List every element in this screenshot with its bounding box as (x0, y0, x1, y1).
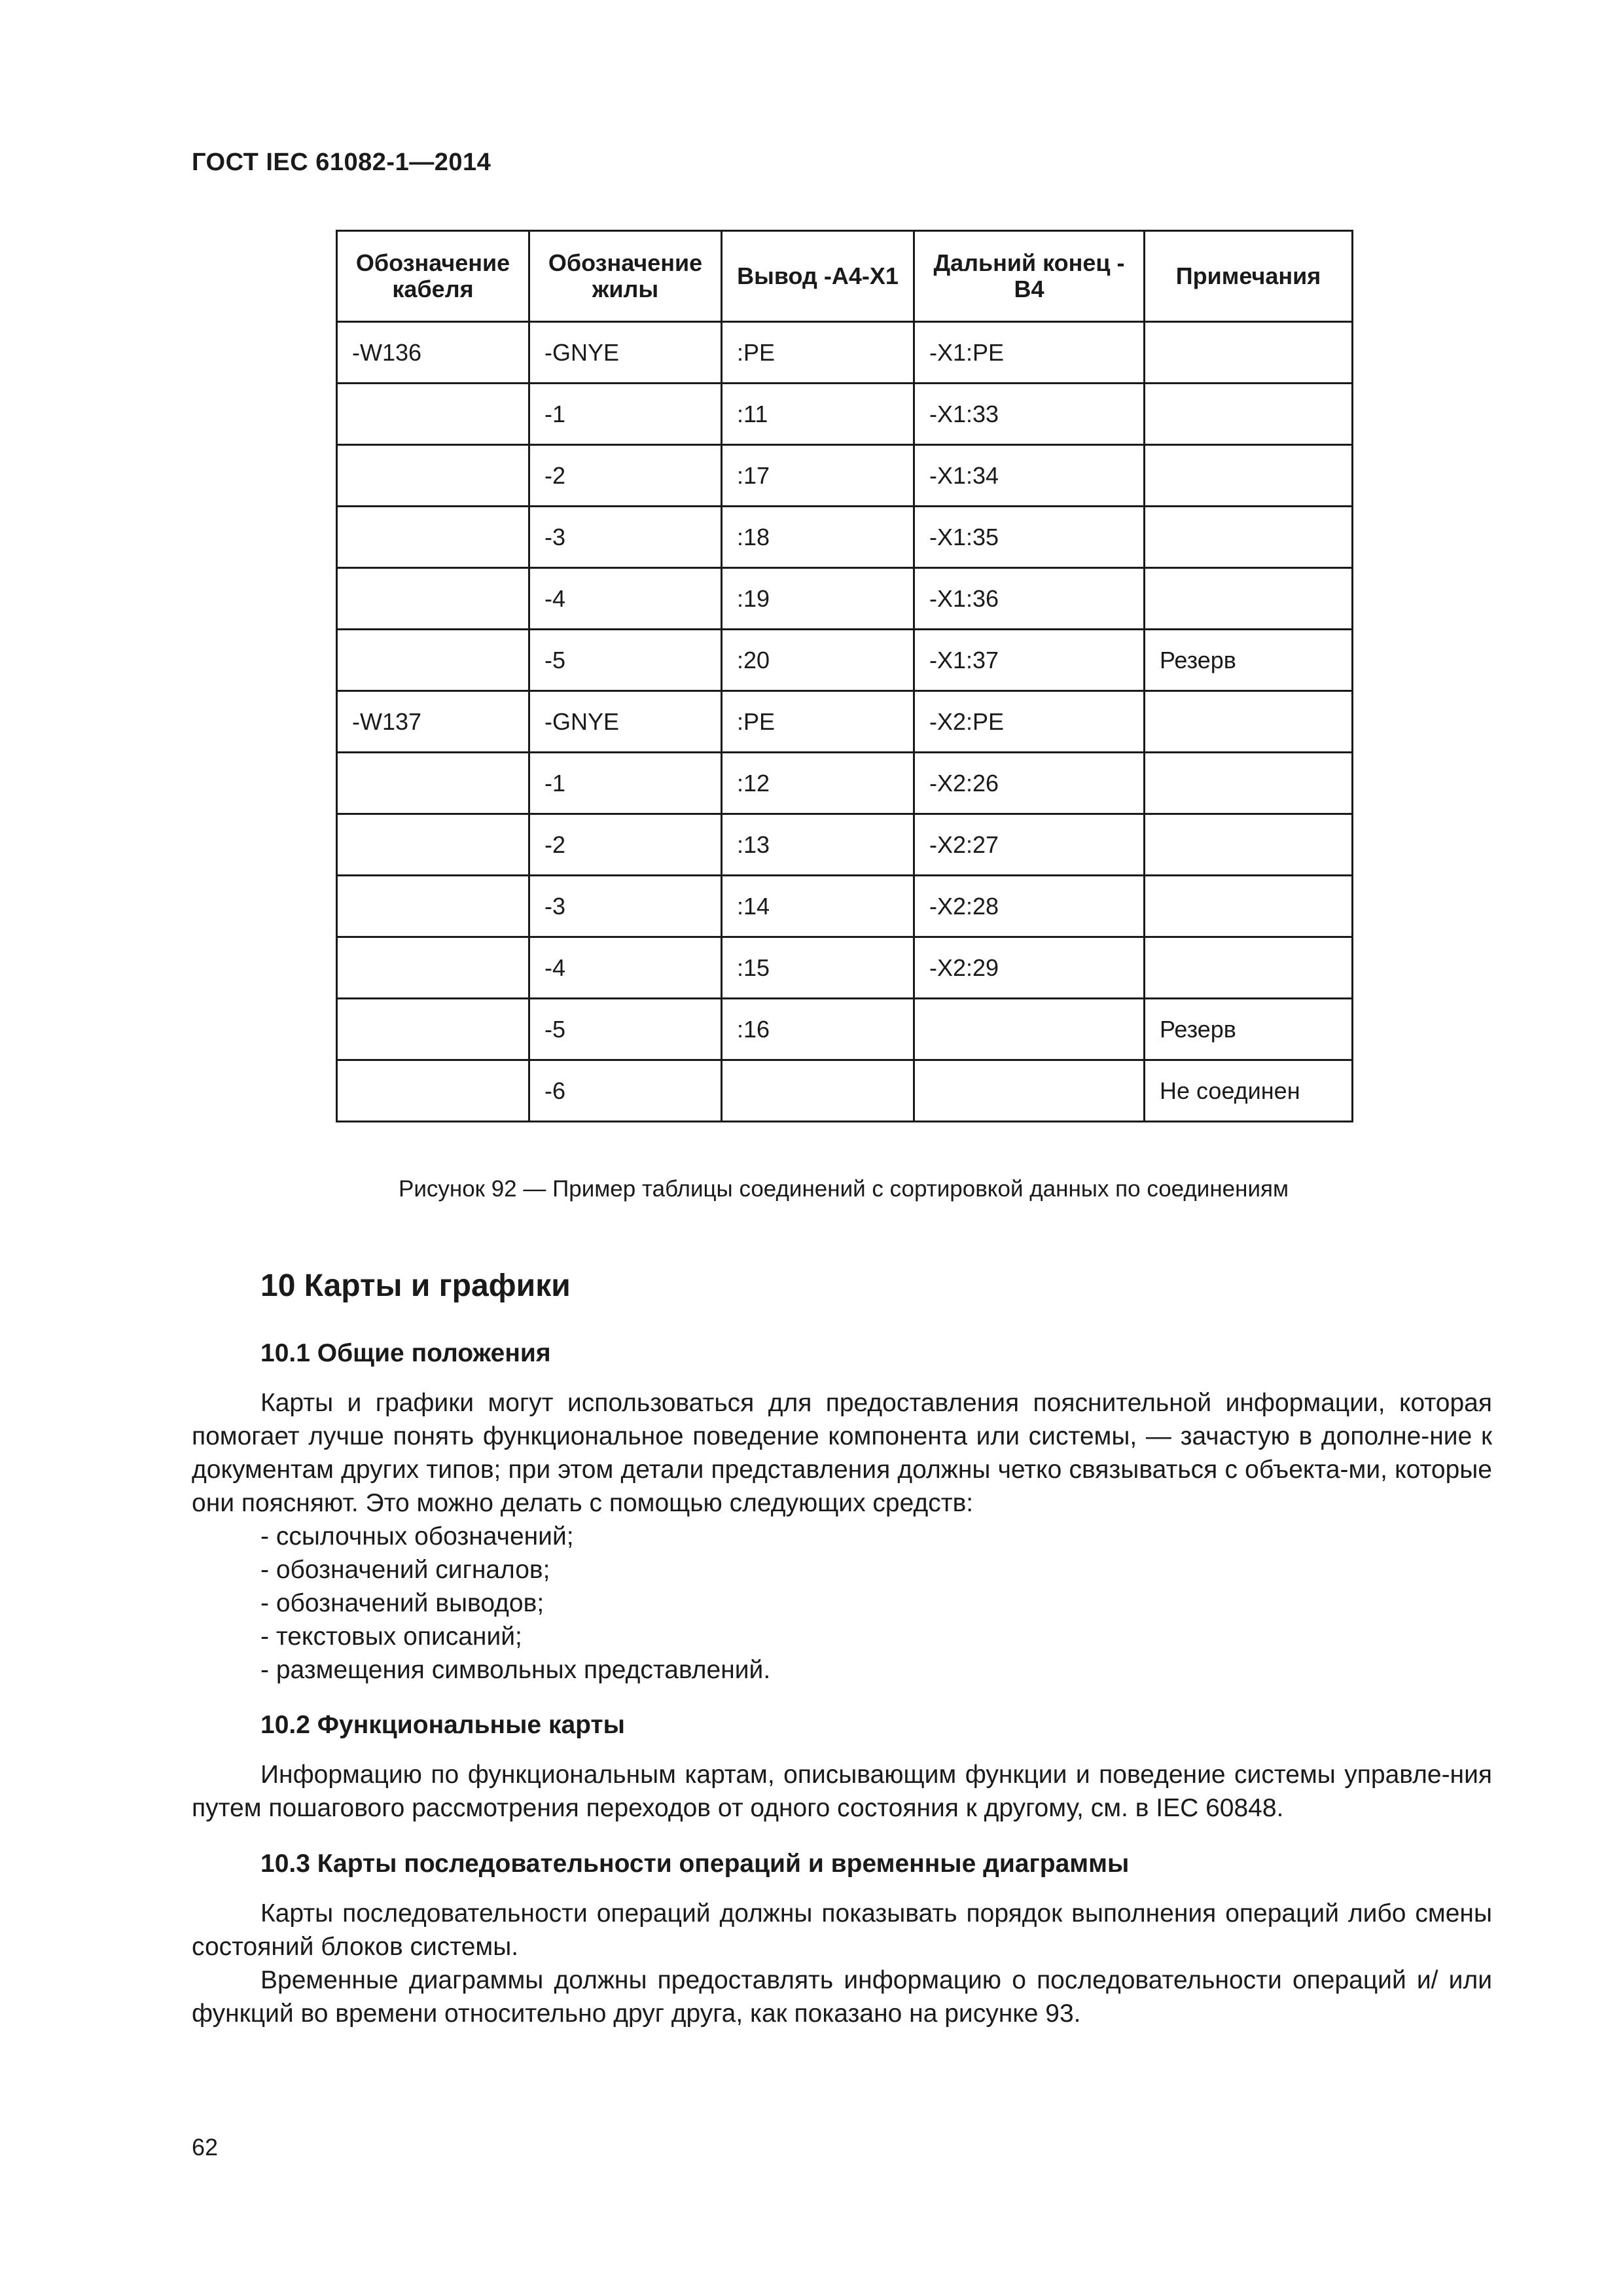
terminal-cell: :18 (722, 507, 914, 568)
core-cell: -3 (529, 876, 722, 937)
core-cell: -2 (529, 814, 722, 876)
subsection-title-10-1: 10.1 Общие положения (260, 1339, 551, 1367)
far-end-cell (914, 999, 1145, 1060)
core-cell: -2 (529, 445, 722, 507)
cable-cell: -W136 (337, 322, 529, 384)
paragraph-text: Карты последовательности операций должны показывать порядок выполнения операций либо смены состояний блоков системы. (192, 1899, 1492, 1961)
cable-cell: -W137 (337, 691, 529, 753)
table-row (337, 814, 1353, 876)
table-row (337, 507, 1353, 568)
terminal-cell (722, 1060, 914, 1122)
cable-cell (337, 568, 529, 630)
cable-cell (337, 445, 529, 507)
notes-cell: Не соединен (1145, 1060, 1353, 1122)
cable-cell (337, 1060, 529, 1122)
far-end-cell: -X2:29 (914, 937, 1145, 999)
paragraph-text: Временные диаграммы должны предоставлять информацию о последовательности операций и/ или функций во времени относительно друг друга, как показано на рисунке 93. (192, 1966, 1492, 2028)
table-row (337, 445, 1353, 507)
paragraph-10-3 (192, 1897, 1492, 2030)
table-row (337, 753, 1353, 814)
far-end-cell (914, 1060, 1145, 1122)
list-item: - ссылочных обозначений; (260, 1522, 574, 1551)
terminal-cell: :17 (722, 445, 914, 507)
terminal-cell: :PE (722, 691, 914, 753)
list-item: - текстовых описаний; (260, 1623, 522, 1651)
notes-cell (1145, 691, 1353, 753)
list-item: - размещения символьных представлений. (260, 1656, 771, 1684)
core-cell: -6 (529, 1060, 722, 1122)
table-row (337, 384, 1353, 445)
list-item: - обозначений выводов; (260, 1589, 544, 1617)
core-cell: -4 (529, 937, 722, 999)
cable-cell (337, 937, 529, 999)
cable-cell (337, 876, 529, 937)
far-end-cell: -X1:PE (914, 322, 1145, 384)
cable-cell (337, 507, 529, 568)
column-header-cable: Обозначение кабеля (337, 231, 529, 322)
core-cell: -5 (529, 999, 722, 1060)
paragraph-10-1 (192, 1386, 1492, 1520)
notes-cell (1145, 937, 1353, 999)
paragraph-10-2 (192, 1758, 1492, 1825)
notes-cell: Резерв (1145, 999, 1353, 1060)
terminal-cell: :PE (722, 322, 914, 384)
paragraph-text: Карты и графики могут использоваться для предоставления пояснительной информации, которая помогает лучше понять функциональное поведение компонента или системы, — зачастую в дополне-ние к документам других типов; при этом детали представления должны четко связываться с объекта-ми, которые они поясняют. Это можно делать с помощью следующих средств: (192, 1389, 1492, 1517)
terminal-cell: :13 (722, 814, 914, 876)
table-body (337, 322, 1353, 1122)
paragraph-text: Информацию по функциональным картам, описывающим функции и поведение системы управле-ния путем пошагового рассмотрения переходов от одного состояния к другому, см. в IEC 60848. (192, 1761, 1492, 1822)
notes-cell (1145, 753, 1353, 814)
far-end-cell: -X1:35 (914, 507, 1145, 568)
cable-cell (337, 384, 529, 445)
terminal-cell: :20 (722, 630, 914, 691)
cable-cell (337, 999, 529, 1060)
notes-cell (1145, 876, 1353, 937)
far-end-cell: -X1:37 (914, 630, 1145, 691)
table-row (337, 876, 1353, 937)
notes-cell (1145, 507, 1353, 568)
table-row (337, 630, 1353, 691)
terminal-cell: :12 (722, 753, 914, 814)
notes-cell (1145, 568, 1353, 630)
terminal-cell: :14 (722, 876, 914, 937)
notes-cell (1145, 384, 1353, 445)
table-row (337, 568, 1353, 630)
core-cell: -1 (529, 753, 722, 814)
means-list (260, 1520, 770, 1687)
list-item: - обозначений сигналов; (260, 1556, 550, 1584)
core-cell: -GNYE (529, 322, 722, 384)
column-header-terminal: Вывод -A4-X1 (722, 231, 914, 322)
notes-cell: Резерв (1145, 630, 1353, 691)
far-end-cell: -X1:34 (914, 445, 1145, 507)
table-row (337, 937, 1353, 999)
core-cell: -1 (529, 384, 722, 445)
table-row (337, 1060, 1353, 1122)
subsection-title-10-2: 10.2 Функциональные карты (260, 1711, 625, 1739)
cable-cell (337, 753, 529, 814)
far-end-cell: -X2:27 (914, 814, 1145, 876)
page-number: 62 (192, 2134, 219, 2161)
core-cell: -5 (529, 630, 722, 691)
far-end-cell: -X2:PE (914, 691, 1145, 753)
table-row (337, 999, 1353, 1060)
connection-table (336, 230, 1353, 1122)
section-title: 10 Карты и графики (260, 1268, 571, 1303)
terminal-cell: :11 (722, 384, 914, 445)
figure-caption: Рисунок 92 — Пример таблицы соединений с сортировкой данных по соединениям (398, 1176, 1289, 1202)
terminal-cell: :16 (722, 999, 914, 1060)
far-end-cell: -X1:36 (914, 568, 1145, 630)
table-header-row (337, 231, 1353, 322)
terminal-cell: :19 (722, 568, 914, 630)
document-header: ГОСТ IEC 61082-1—2014 (192, 149, 491, 176)
cable-cell (337, 814, 529, 876)
core-cell: -3 (529, 507, 722, 568)
column-header-far-end: Дальний конец -B4 (914, 231, 1145, 322)
table-row (337, 691, 1353, 753)
column-header-notes: Примечания (1145, 231, 1353, 322)
far-end-cell: -X2:28 (914, 876, 1145, 937)
core-cell: -GNYE (529, 691, 722, 753)
terminal-cell: :15 (722, 937, 914, 999)
cable-cell (337, 630, 529, 691)
core-cell: -4 (529, 568, 722, 630)
notes-cell (1145, 814, 1353, 876)
far-end-cell: -X2:26 (914, 753, 1145, 814)
notes-cell (1145, 322, 1353, 384)
column-header-core: Обозначение жилы (529, 231, 722, 322)
far-end-cell: -X1:33 (914, 384, 1145, 445)
notes-cell (1145, 445, 1353, 507)
subsection-title-10-3: 10.3 Карты последовательности операций и временные диаграммы (260, 1850, 1130, 1878)
table-row (337, 322, 1353, 384)
